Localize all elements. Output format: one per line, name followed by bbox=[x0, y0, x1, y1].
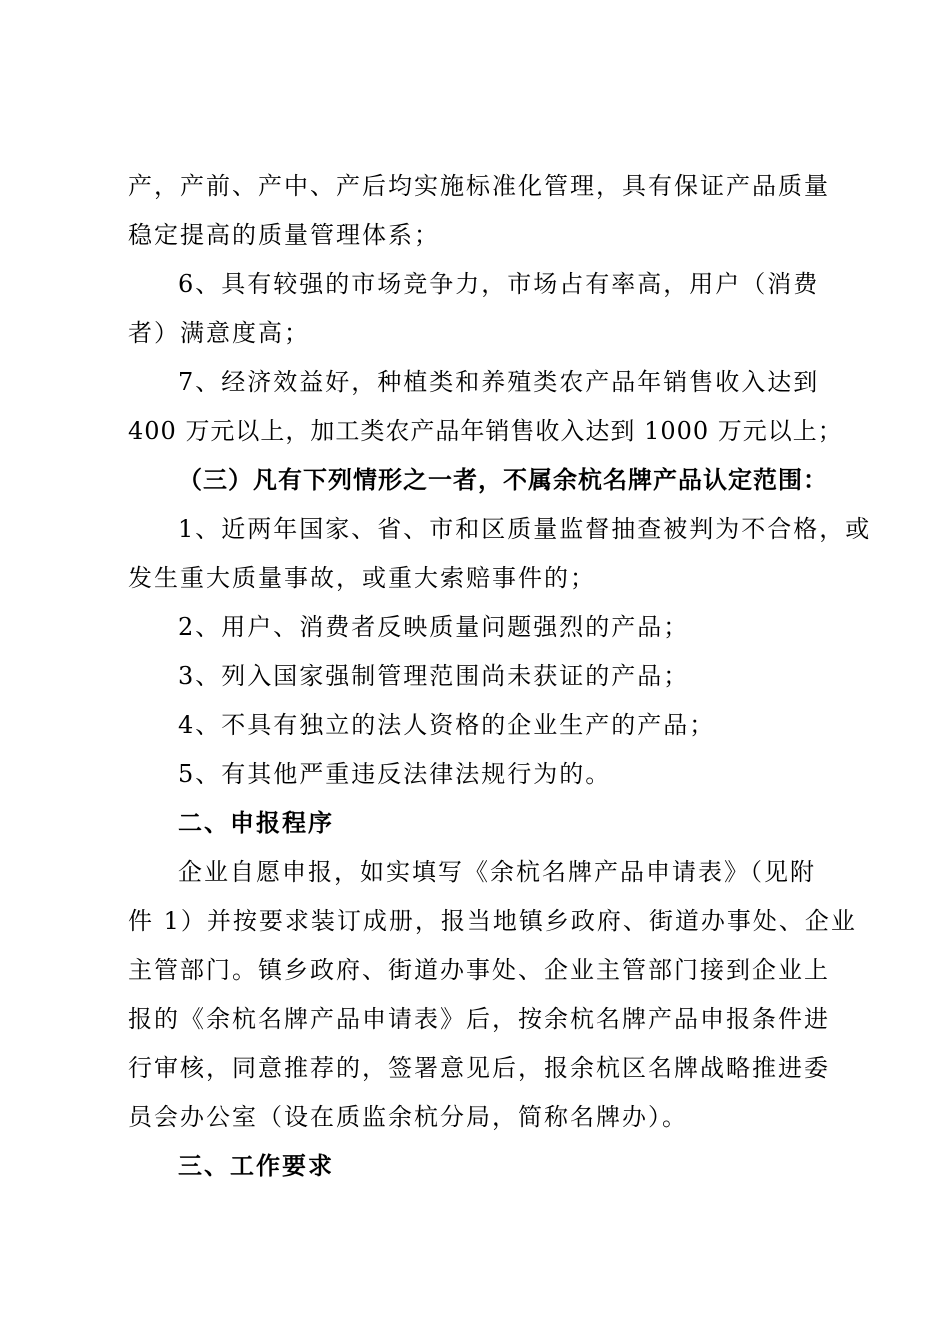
section-heading: 二、申报程序 bbox=[178, 809, 334, 837]
body-line: 400 万元以上，加工类农产品年销售收入达到 1000 万元以上； bbox=[128, 417, 843, 445]
section-heading: 三、工作要求 bbox=[178, 1152, 334, 1180]
body-line: 件 1）并按要求装订成册，报当地镇乡政府、街道办事处、企业 bbox=[128, 907, 857, 935]
body-line: 7、经济效益好，种植类和养殖类农产品年销售收入达到 bbox=[178, 368, 820, 396]
body-line: 3、列入国家强制管理范围尚未获证的产品； bbox=[178, 662, 690, 690]
body-line: 6、具有较强的市场竞争力，市场占有率高，用户（消费 bbox=[178, 270, 820, 298]
body-line: 企业自愿申报，如实填写《余杭名牌产品申请表》（见附 bbox=[178, 858, 816, 886]
body-line: 报的《余杭名牌产品申请表》后，按余杭名牌产品申报条件进 bbox=[128, 1005, 830, 1033]
body-line: 行审核，同意推荐的，签署意见后，报余杭区名牌战略推进委 bbox=[128, 1054, 830, 1082]
body-line: 者）满意度高； bbox=[128, 319, 310, 347]
body-line: 1、近两年国家、省、市和区质量监督抽查被判为不合格，或 bbox=[178, 515, 872, 543]
section-heading: （三）凡有下列情形之一者，不属余杭名牌产品认定范围： bbox=[178, 466, 828, 494]
body-line: 员会办公室（设在质监余杭分局，简称名牌办）。 bbox=[128, 1103, 688, 1131]
body-line: 发生重大质量事故，或重大索赔事件的； bbox=[128, 564, 596, 592]
body-line: 2、用户、消费者反映质量问题强烈的产品； bbox=[178, 613, 690, 641]
body-line: 产，产前、产中、产后均实施标准化管理，具有保证产品质量 bbox=[128, 172, 830, 200]
body-line: 4、不具有独立的法人资格的企业生产的产品； bbox=[178, 711, 716, 739]
body-line: 主管部门。镇乡政府、街道办事处、企业主管部门接到企业上 bbox=[128, 956, 830, 984]
body-line: 稳定提高的质量管理体系； bbox=[128, 221, 440, 249]
body-line: 5、有其他严重违反法律法规行为的。 bbox=[178, 760, 612, 788]
